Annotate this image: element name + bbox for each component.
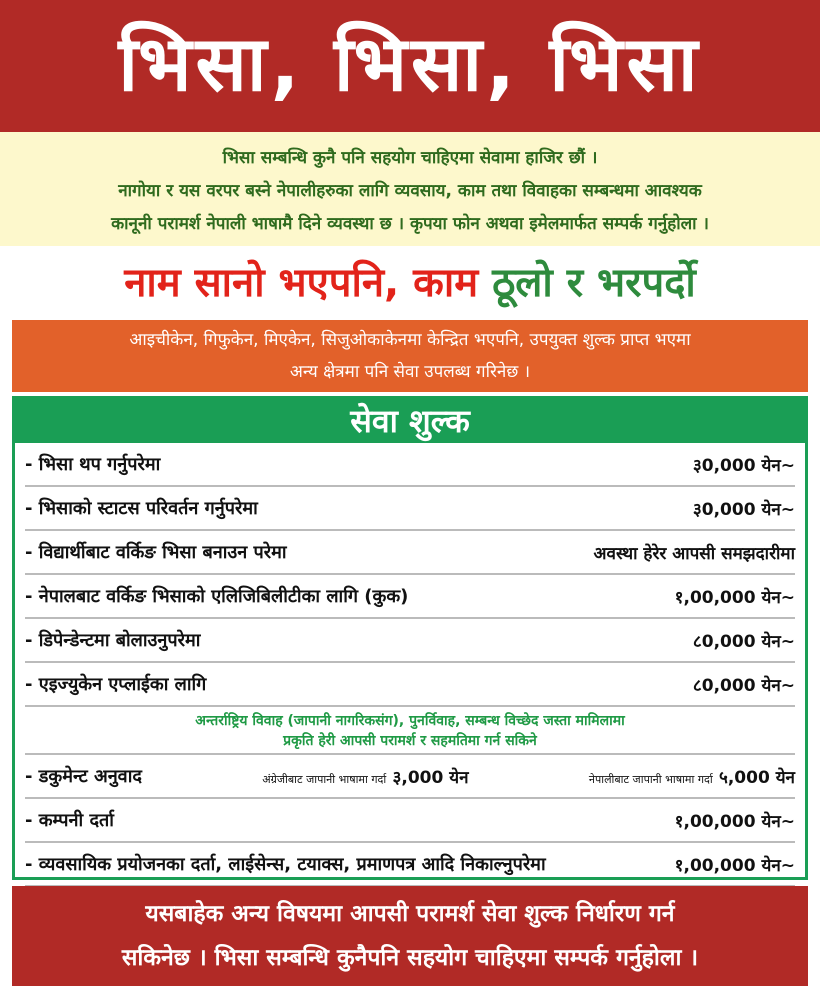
- service-price: ३0,000 येन~: [692, 499, 795, 520]
- service-name: - भिसा थप गर्नुपरेमा: [25, 454, 161, 475]
- service-name: - एइज्युकेन एप्लाईका लागि: [25, 674, 207, 695]
- fee-row: [25, 531, 795, 575]
- np-label: नेपालीबाट जापानी भाषामा गर्दा: [588, 772, 713, 786]
- fee-heading: सेवा शुल्क: [15, 399, 805, 443]
- service-name: - डिपेन्डेन्टमा बोलाउनुपरेमा: [25, 630, 201, 651]
- service-price: १,00,000 येन~: [674, 811, 795, 832]
- service-name: - कम्पनी दर्ता: [25, 810, 114, 831]
- intro-section: [0, 132, 820, 246]
- intro-line: भिसा सम्बन्धि कुनै पनि सहयोग चाहिएमा सेवामा हाजिर छौं ।: [222, 148, 598, 168]
- note-line: प्रकृति हेरी आपसी परामर्श र सहमतिमा गर्न सकिने: [283, 733, 537, 749]
- footer-line: सकिनेछ । भिसा सम्बन्धि कुनैपनि सहयोग चाहिएमा सम्पर्क गर्नुहोला ।: [121, 945, 699, 971]
- fee-row: [25, 663, 795, 707]
- footer-line: यसबाहेक अन्य विषयमा आपसी परामर्श सेवा शुल्क निर्धारण गर्न: [145, 901, 675, 927]
- service-name: - नेपालबाट वर्किङ भिसाको एलिजिबिलीटीका लागि (कुक): [25, 586, 409, 607]
- fee-row: [25, 619, 795, 663]
- service-price: ८0,000 येन~: [692, 675, 795, 696]
- slogan: [0, 252, 820, 314]
- service-name: - डकुमेन्ट अनुवाद: [25, 766, 142, 787]
- coverage-line: अन्य क्षेत्रमा पनि सेवा उपलब्ध गरिनेछ ।: [289, 362, 531, 382]
- service-price: ३0,000 येन~: [692, 455, 795, 476]
- main-title: भिसा, भिसा, भिसा: [0, 0, 820, 132]
- slogan-part1: नाम सानो भएपनि, काम: [124, 260, 493, 306]
- service-name: - भिसाको स्टाटस परिवर्तन गर्नुपरेमा: [25, 498, 258, 519]
- service-price: अवस्था हेरेर आपसी समझदारीमा: [593, 543, 795, 564]
- fee-row: [25, 443, 795, 487]
- service-price: ८0,000 येन~: [692, 631, 795, 652]
- marriage-note: [25, 707, 795, 755]
- intro-line: कानूनी परामर्श नेपाली भाषामै दिने व्यवस्था छ । कृपया फोन अथवा इमेलमार्फत सम्पर्क गर्नुहोला ।: [111, 214, 709, 234]
- coverage-line: आइचीकेन, गिफुकेन, मिएकेन, सिजुओकाकेनमा केन्द्रित भएपनि, उपयुक्त शुल्क प्राप्त भएमा: [129, 330, 691, 350]
- intro-line: नागोया र यस वरपर बस्ने नेपालीहरुका लागि व्यवसाय, काम तथा विवाहका सम्बन्धमा आवश्यक: [118, 181, 702, 201]
- service-price: १,00,000 येन~: [674, 855, 795, 876]
- footer-section: [12, 886, 808, 986]
- fee-table: [12, 396, 808, 880]
- coverage-section: [12, 320, 808, 392]
- service-price: १,00,000 येन~: [674, 587, 795, 608]
- slogan-part2: ठूलो र भरपर्दो: [492, 260, 696, 306]
- fee-row: [25, 843, 795, 887]
- fee-row: [25, 575, 795, 619]
- service-name: - व्यवसायिक प्रयोजनका दर्ता, लाईसेन्स, टयाक्स, प्रमाणपत्र आदि निकाल्नुपरेमा: [25, 854, 546, 875]
- fee-row: [25, 799, 795, 843]
- fee-row: [25, 487, 795, 531]
- np-price: ५,000 येन: [719, 767, 795, 788]
- en-label: अंग्रेजीबाट जापानी भाषामा गर्दा: [262, 772, 387, 786]
- service-name: - विद्यार्थीबाट वर्किङ भिसा बनाउन परेमा: [25, 542, 287, 563]
- fee-row-translation: [25, 755, 795, 799]
- note-line: अन्तर्राष्ट्रिय विवाह (जापानी नागरिकसंग), पुनर्विवाह, सम्बन्ध विच्छेद जस्ता मामिलामा: [195, 713, 625, 729]
- en-price: ३,000 येन: [392, 767, 469, 788]
